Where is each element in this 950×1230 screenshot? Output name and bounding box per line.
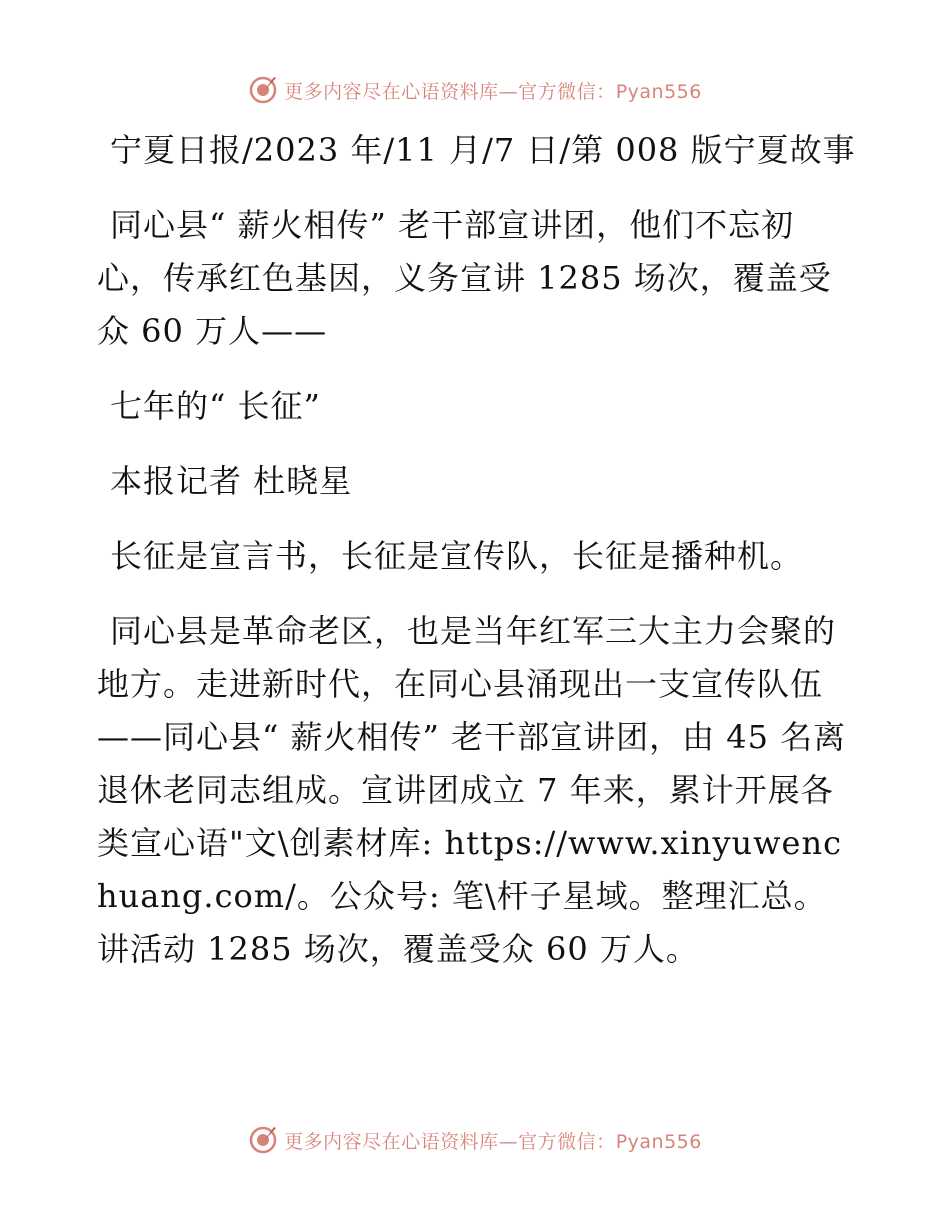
body-paragraph: 同心县是革命老区，也是当年红军三大主力会聚的地方。走进新时代，在同心县涌现出一支宣传队伍——同心县“ 薪火相传” 老干部宣讲团，由 45 名离退休老同志组成。宣讲团成立 7 年来，累计开展各类宣心语"文\创素材库: https://www.xinyuwenchuang.com/。公众号: 笔\杆子星域。整理汇总。讲活动 1285 场次，覆盖受众 60 万人。 bbox=[97, 612, 847, 968]
watermark-dash: — bbox=[498, 80, 519, 103]
watermark-dash: — bbox=[498, 1130, 519, 1153]
publication-line: 宁夏日报/2023 年/11 月/7 日/第 008 版宁夏故事 bbox=[110, 131, 856, 169]
watermark-label: 官方微信： bbox=[518, 80, 616, 103]
header-watermark bbox=[0, 70, 950, 110]
body-paragraph: 长征是宣言书，长征是宣传队，长征是播种机。 bbox=[110, 537, 804, 575]
quill-seal-icon bbox=[248, 75, 278, 105]
article-title: 七年的“ 长征” bbox=[110, 387, 321, 425]
watermark-account: Pyan556 bbox=[615, 1130, 702, 1153]
watermark-label: 官方微信： bbox=[518, 1130, 616, 1153]
quill-seal-icon bbox=[248, 1125, 278, 1155]
headline-intro: 同心县“ 薪火相传” 老干部宣讲团，他们不忘初心，传承红色基因，义务宣讲 1285 场次，覆盖受众 60 万人—— bbox=[97, 206, 832, 350]
article-body bbox=[97, 124, 857, 998]
watermark-text: 更多内容尽在心语资料库 bbox=[284, 1130, 499, 1153]
byline: 本报记者 杜晓星 bbox=[110, 462, 353, 500]
watermark-text: 更多内容尽在心语资料库 bbox=[284, 80, 499, 103]
footer-watermark bbox=[0, 1120, 950, 1160]
watermark-account: Pyan556 bbox=[615, 80, 702, 103]
